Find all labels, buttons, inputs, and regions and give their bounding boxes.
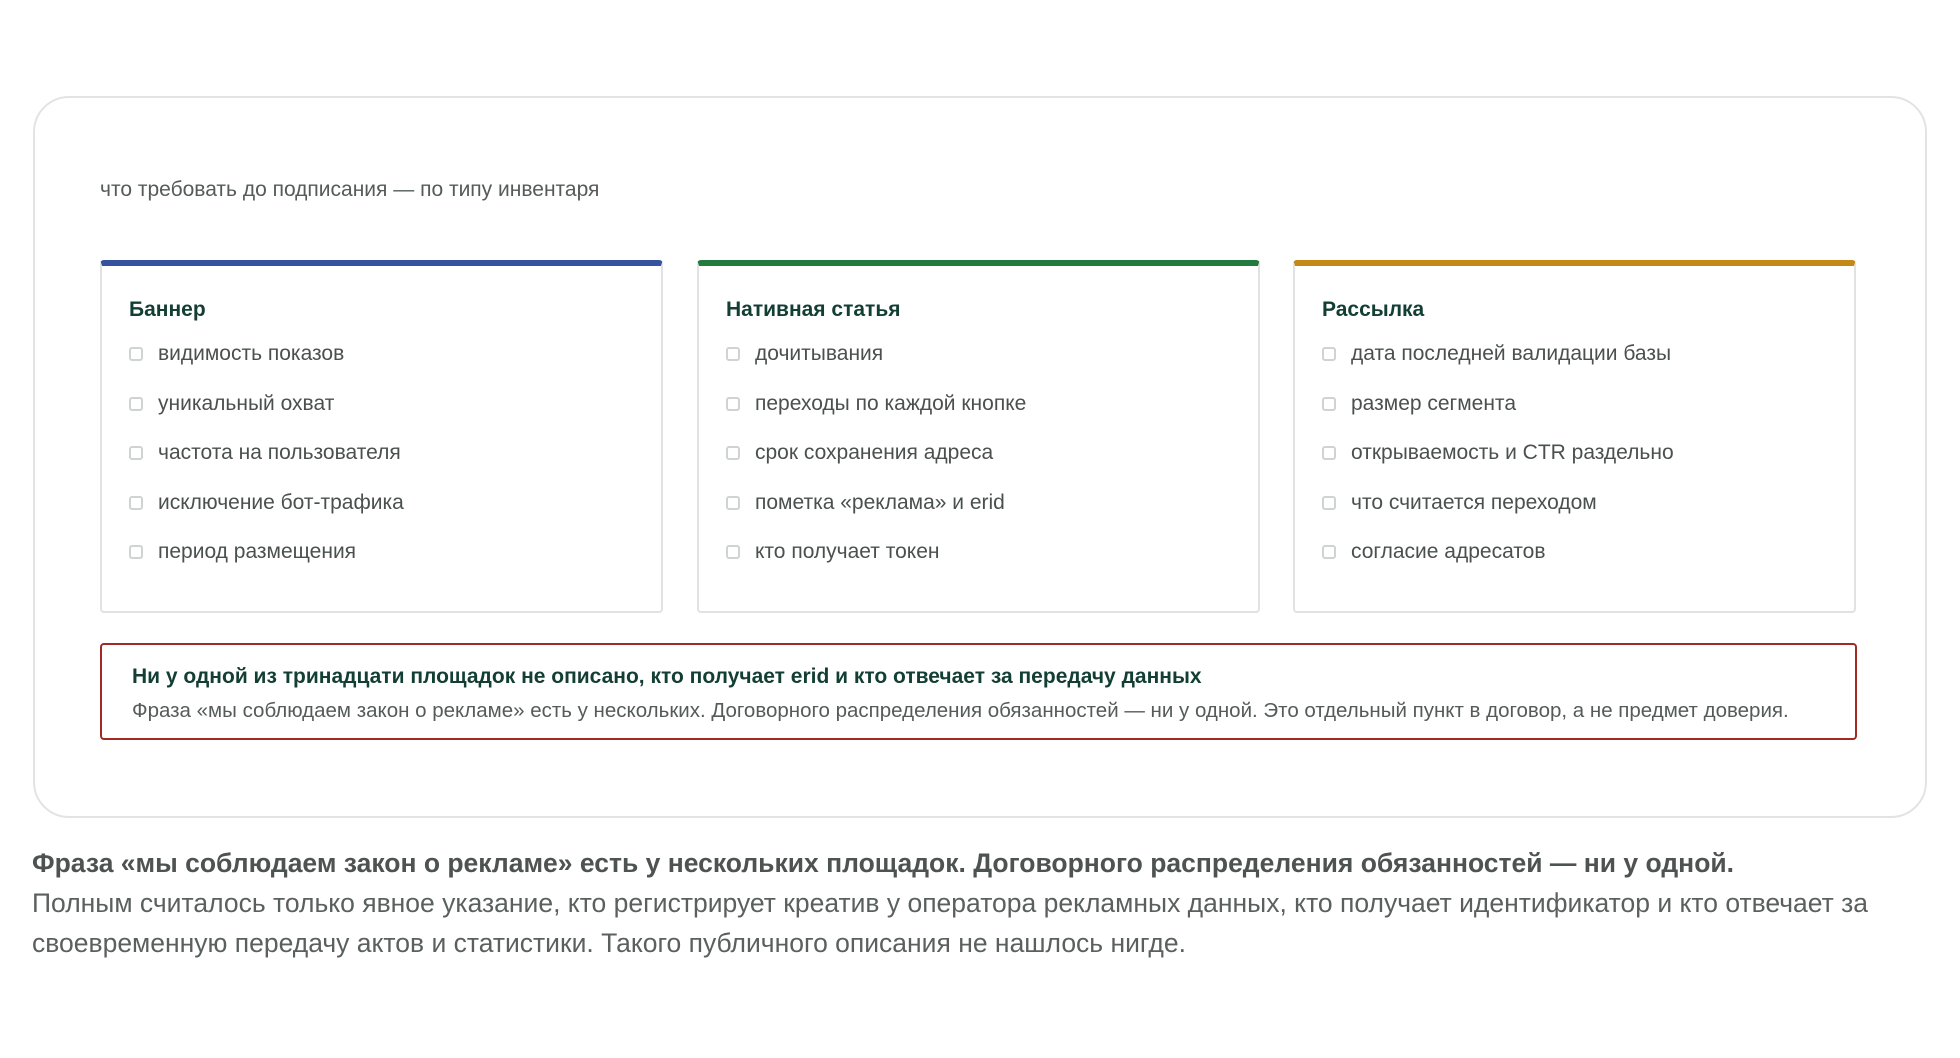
checklist-item[interactable] — [1322, 441, 1674, 491]
checklist-item[interactable] — [726, 342, 1026, 392]
card-title: Рассылка — [1322, 298, 1425, 321]
checkbox[interactable] — [129, 347, 143, 361]
checklist-item-label: уникальный охват — [158, 391, 335, 415]
checkbox[interactable] — [1322, 496, 1336, 510]
checklist-item[interactable] — [129, 392, 404, 442]
checklist-item-label: частота на пользователя — [158, 441, 401, 464]
checklist-item-label: что считается переходом — [1351, 490, 1597, 514]
card-title: Нативная статья — [726, 298, 901, 321]
card-title: Баннер — [129, 298, 206, 321]
checkbox[interactable] — [726, 496, 740, 510]
checklist-item[interactable] — [129, 342, 404, 392]
warning-title: Ни у одной из тринадцати площадок не описано, кто получает erid и кто отвечает за передачу данных — [132, 665, 1202, 688]
checkbox[interactable] — [129, 397, 143, 411]
checklist-item[interactable] — [1322, 540, 1674, 590]
checklist-item[interactable] — [726, 441, 1026, 491]
checklist-item-label: кто получает токен — [755, 540, 940, 563]
checklist-item[interactable] — [1322, 491, 1674, 541]
checklist-item-label: исключение бот-трафика — [158, 490, 404, 514]
checklist-item-label: срок сохранения адреса — [755, 441, 994, 464]
checklist-item[interactable] — [129, 491, 404, 541]
checkbox[interactable] — [1322, 545, 1336, 559]
card-mailing — [1293, 260, 1856, 613]
checklist-item[interactable] — [1322, 342, 1674, 392]
body-text: Полным считалось только явное указание, кто регистрирует креатив у оператора рекламных данных, кто получает идентификатор и кто отвечает за своевременную передачу актов и статистики. Такого публичного описания не нашлось нигде. — [32, 888, 1869, 958]
checkbox[interactable] — [129, 545, 143, 559]
checklist-item[interactable] — [1322, 392, 1674, 442]
checkbox[interactable] — [726, 545, 740, 559]
checklist-item-label: переходы по каждой кнопке — [755, 391, 1027, 415]
warning-callout — [100, 643, 1857, 740]
card-native-article — [697, 260, 1260, 613]
checklist-item-label: дочитывания — [755, 342, 884, 365]
body-lead: Фраза «мы соблюдаем закон о рекламе» есть у нескольких площадок. Договорного распределения обязанностей — ни у одной. — [32, 848, 1735, 878]
card-banner — [100, 260, 663, 613]
checklist-item[interactable] — [726, 392, 1026, 442]
body-paragraph — [32, 843, 1912, 963]
checklist-item-label: согласие адресатов — [1351, 540, 1546, 563]
checkbox[interactable] — [1322, 347, 1336, 361]
checkbox[interactable] — [726, 446, 740, 460]
checkbox[interactable] — [1322, 446, 1336, 460]
checklist-item-label: период размещения — [158, 540, 357, 563]
checklist-item-label: открываемость и CTR раздельно — [1351, 441, 1674, 464]
checklist-item-label: видимость показов — [158, 342, 345, 365]
checklist — [129, 342, 404, 590]
panel-subtitle: что требовать до подписания — по типу инвентаря — [100, 178, 600, 201]
checklist-item[interactable] — [726, 540, 1026, 590]
checkbox[interactable] — [726, 397, 740, 411]
checklist — [726, 342, 1026, 590]
checklist — [1322, 342, 1674, 590]
checkbox[interactable] — [1322, 397, 1336, 411]
checkbox[interactable] — [129, 446, 143, 460]
checklist-item-label: дата последней валидации базы — [1351, 342, 1672, 365]
checklist-item[interactable] — [129, 540, 404, 590]
checkbox[interactable] — [129, 496, 143, 510]
checklist-item[interactable] — [726, 491, 1026, 541]
checkbox[interactable] — [726, 347, 740, 361]
checklist-item[interactable] — [129, 441, 404, 491]
checklist-item-label: размер сегмента — [1351, 391, 1516, 415]
checklist-item-label: пометка «реклама» и erid — [755, 490, 1005, 514]
warning-text: Фраза «мы соблюдаем закон о рекламе» есть у нескольких. Договорного распределения обязанностей — ни у одной. Это отдельный пункт в договор, а не предмет доверия. — [132, 699, 1789, 722]
